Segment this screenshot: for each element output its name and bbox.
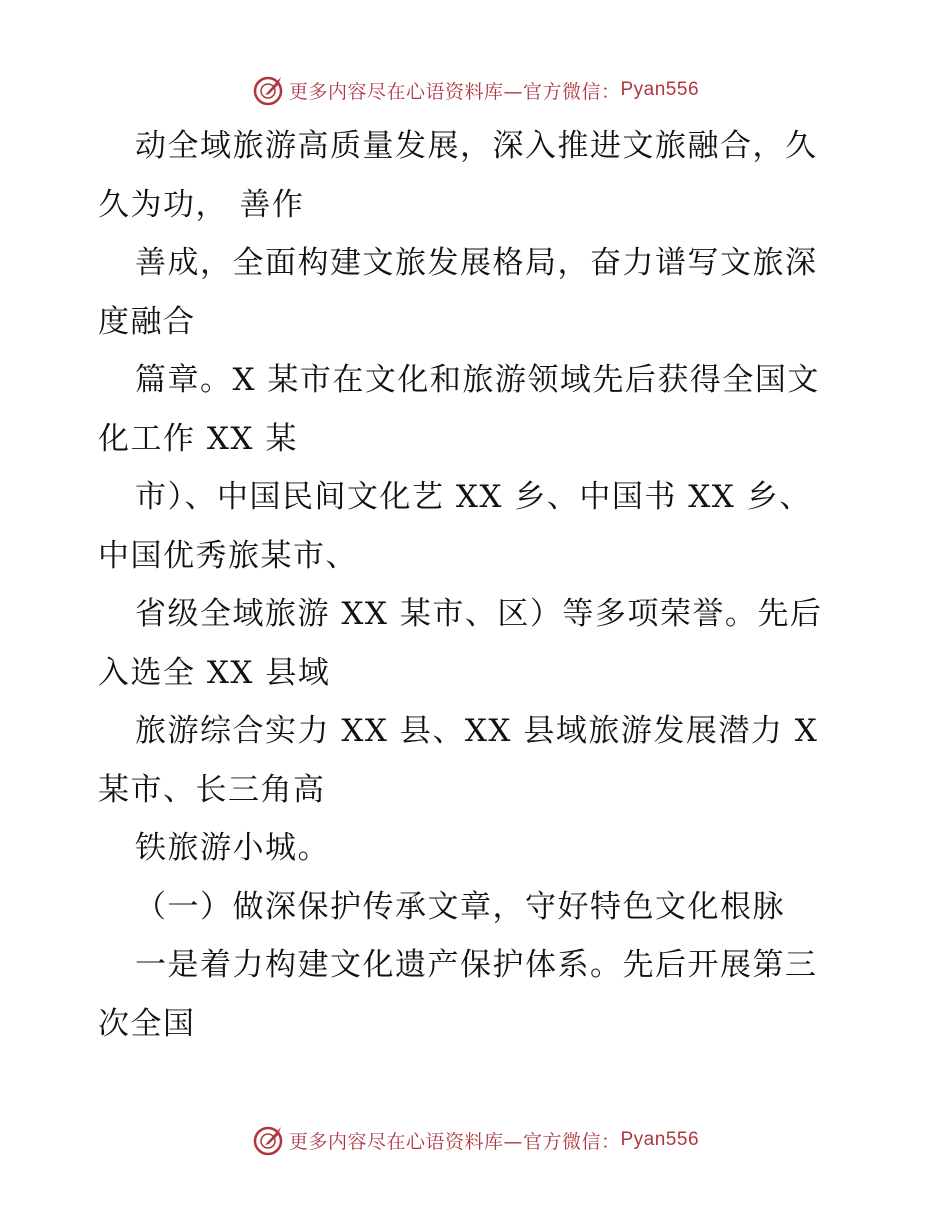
body-line: 次全国 <box>98 1005 196 1042</box>
body-line: 市）、中国民间文化艺 XX 乡、中国书 XX 乡、 <box>135 479 812 515</box>
quill-logo-icon <box>251 1123 285 1157</box>
body-line: 中国优秀旅某市、 <box>98 537 358 574</box>
document-body <box>98 117 858 1053</box>
footer-banner-id: Pyan556 <box>620 1129 700 1150</box>
footer-banner <box>0 1120 950 1160</box>
body-line: 度融合 <box>98 303 196 340</box>
body-line: 久为功， 善作 <box>98 186 305 223</box>
body-line: 篇章。X 某市在文化和旅游领域先后获得全国文 <box>135 362 820 398</box>
body-line: 铁旅游小城。 <box>135 830 330 866</box>
body-line: 动全域旅游高质量发展，深入推进文旅融合，久 <box>135 128 818 164</box>
footer-banner-text: 更多内容尽在心语资料库—官方微信： <box>288 1130 621 1153</box>
header-banner-text: 更多内容尽在心语资料库—官方微信： <box>288 80 621 103</box>
body-line: 某市、长三角高 <box>98 771 326 808</box>
body-line: 入选全 XX 县域 <box>98 654 331 691</box>
header-banner <box>0 70 950 110</box>
quill-logo-icon <box>251 73 285 107</box>
body-line: 化工作 XX 某 <box>98 420 298 457</box>
header-banner-id: Pyan556 <box>620 79 700 100</box>
body-line: 善成，全面构建文旅发展格局，奋力谱写文旅深 <box>135 245 818 281</box>
body-line: 一是着力构建文化遗产保护体系。先后开展第三 <box>135 947 818 983</box>
body-line: 省级全域旅游 XX 某市、区）等多项荣誉。先后 <box>135 596 823 632</box>
body-line: 旅游综合实力 XX 县、XX 县域旅游发展潜力 X <box>135 713 819 749</box>
section-heading: （一）做深保护传承文章，守好特色文化根脉 <box>135 888 785 925</box>
